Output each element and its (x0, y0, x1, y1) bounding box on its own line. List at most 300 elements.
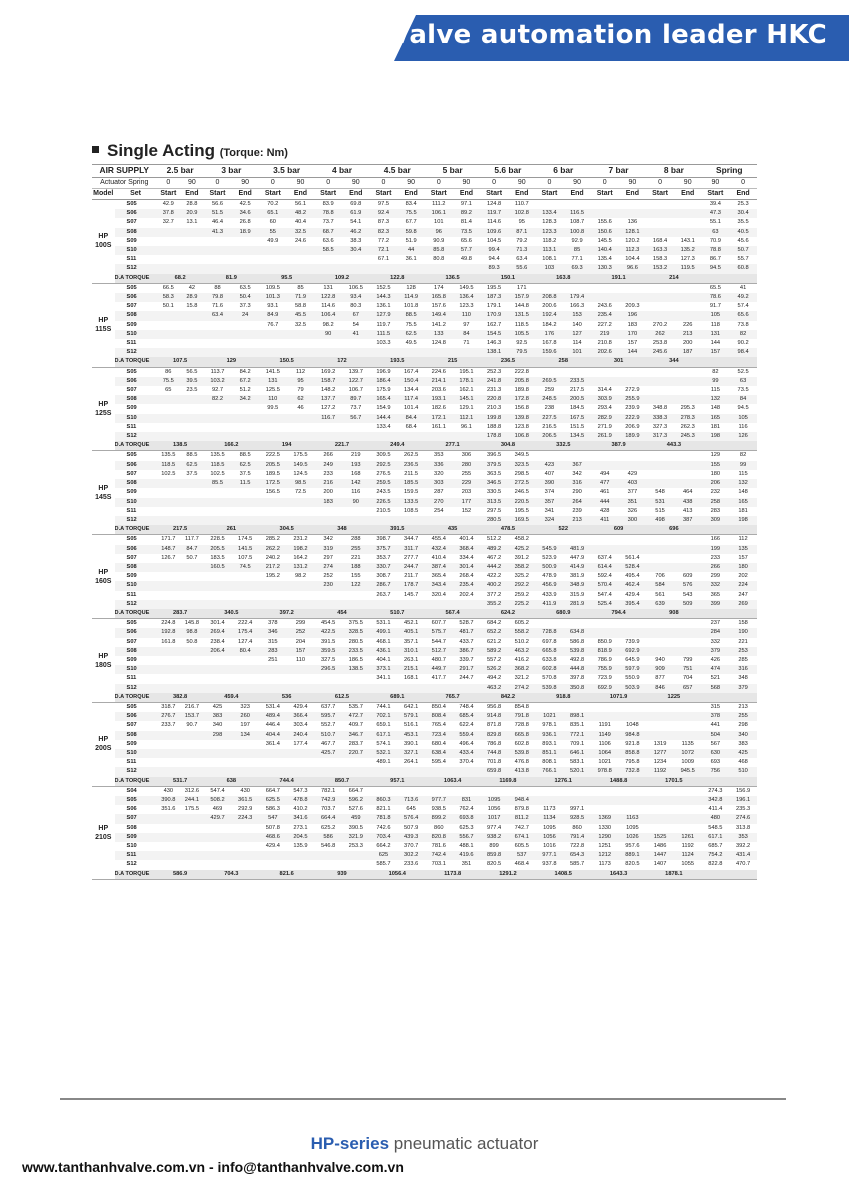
torque-cell: 249 (314, 461, 342, 470)
model-cell (92, 367, 115, 451)
torque-cell: 343.4 (425, 581, 453, 590)
torque-cell (342, 339, 370, 348)
torque-cell: 496.4 (459, 740, 474, 747)
torque-cell: 97.1 (460, 201, 472, 207)
torque-cell: 742.7 (514, 824, 529, 831)
torque-cell: 157.6 (431, 303, 446, 310)
torque-cell: 88.5 (239, 452, 251, 459)
torque-cell: 419.6 (453, 851, 481, 860)
torque-cell: 112 (295, 368, 306, 375)
torque-cell (342, 516, 370, 525)
torque-cell: 185.5 (397, 479, 425, 488)
torque-cell: 1149 (591, 731, 619, 740)
torque-cell: 224.3 (231, 814, 259, 823)
torque-cell (157, 404, 181, 413)
set-cell: S11 (126, 675, 137, 682)
torque-cell: 111.2 (432, 201, 446, 207)
torque-cell: 428 (599, 507, 610, 514)
da-torque-value: 150.1 (480, 274, 535, 284)
torque-cell: 781.8 (370, 814, 398, 823)
torque-cell (259, 581, 287, 590)
torque-cell: 113.1 (536, 246, 564, 255)
torque-cell (259, 684, 287, 693)
torque-cell (180, 814, 204, 823)
torque-cell (180, 264, 204, 273)
torque-cell: 342 (323, 536, 333, 543)
table-row (92, 395, 757, 404)
da-torque-label: D.A TORQUE (115, 693, 157, 703)
torque-cell: 510.2 (514, 638, 529, 645)
torque-cell: 748.4 (459, 703, 474, 710)
torque-cell: 937.8 (542, 861, 557, 868)
torque-cell: 311.7 (397, 545, 425, 554)
torque-cell: 468.4 (514, 861, 529, 868)
torque-cell: 254 (434, 507, 444, 514)
torque-cell: 167.8 (542, 340, 557, 347)
da-torque-value: 1169.8 (480, 777, 535, 787)
torque-cell: 431.4 (729, 851, 757, 860)
set-cell: S10 (115, 581, 157, 590)
torque-cell: 652.2 (480, 628, 508, 637)
torque-cell: 65.6 (729, 311, 757, 320)
torque-cell: 575.7 (425, 628, 453, 637)
torque-cell: 134 (231, 731, 259, 740)
torque-cell: 50.4 (231, 293, 259, 302)
torque-cell (453, 684, 481, 693)
da-torque-label: D.A TORQUE (115, 777, 157, 787)
torque-cell: 425.7 (314, 749, 342, 758)
torque-cell (231, 749, 259, 758)
torque-cell (370, 432, 398, 441)
set-cell: S12 (115, 348, 157, 357)
torque-cell: 90 (342, 498, 370, 507)
torque-cell: 55.6 (508, 264, 536, 273)
torque-cell: 197 (240, 722, 250, 729)
torque-cell: 1330 (598, 824, 612, 831)
torque-cell: 133.4 (376, 423, 391, 430)
torque-cell (157, 860, 181, 869)
start-end-label: Start (157, 189, 181, 200)
torque-cell (204, 423, 232, 432)
torque-cell (259, 851, 287, 860)
torque-cell: 528.7 (459, 620, 474, 627)
torque-cell (674, 451, 702, 461)
torque-cell: 115 (710, 387, 720, 394)
torque-cell (180, 311, 204, 320)
da-torque-value: 221.7 (314, 441, 369, 451)
torque-cell: 453.1 (397, 731, 425, 740)
torque-cell: 195.5 (486, 284, 502, 291)
torque-cell: 247 (738, 591, 748, 598)
da-torque-value: 1408.5 (536, 870, 591, 880)
torque-cell: 264 (563, 498, 591, 507)
torque-cell: 206.4 (204, 647, 232, 656)
torque-cell: 390.8 (157, 796, 181, 805)
torque-cell (231, 833, 259, 842)
torque-cell (204, 264, 232, 273)
torque-cell: 262 (646, 330, 674, 339)
table-row (92, 842, 757, 851)
torque-cell (204, 572, 232, 581)
torque-cell: 158 (738, 620, 748, 627)
set-cell: S05 (126, 284, 137, 291)
da-torque-value: 454 (314, 609, 369, 619)
torque-cell: 69.3 (563, 264, 591, 273)
torque-cell (287, 348, 315, 357)
torque-cell: 957.6 (625, 843, 640, 850)
torque-cell (314, 423, 342, 432)
torque-cell: 510 (729, 767, 757, 776)
torque-cell: 157.9 (508, 293, 536, 302)
torque-cell: 251 (268, 656, 278, 663)
table-row (92, 237, 757, 246)
torque-cell (674, 554, 702, 563)
torque-cell: 178.1 (453, 377, 481, 386)
start-end-label: Start (480, 189, 508, 200)
da-torque-label: D.A TORQUE (115, 441, 157, 451)
start-end-label: Start (370, 189, 398, 200)
da-torque-value: 391.5 (370, 525, 425, 535)
torque-cell: 334.4 (459, 554, 474, 561)
torque-cell: 65.6 (460, 237, 472, 244)
torque-cell: 243.6 (597, 303, 612, 310)
torque-cell: 118.2 (542, 237, 557, 244)
torque-cell: 276.5 (376, 470, 391, 477)
torque-cell: 118.5 (514, 321, 529, 328)
torque-cell: 116.7 (314, 414, 342, 423)
footer-contact: www.tanthanhvalve.com.vn - info@tanthanhvalve.com.vn (22, 1159, 404, 1175)
set-cell: S11 (126, 759, 137, 766)
set-cell: S12 (115, 432, 157, 441)
torque-cell: 525.4 (591, 600, 619, 609)
torque-cell: 299 (710, 573, 721, 580)
torque-cell: 125.5 (265, 387, 280, 394)
torque-cell: 78.6 (702, 293, 730, 302)
da-torque-row (92, 441, 757, 451)
torque-cell (674, 302, 702, 311)
torque-cell: 227.2 (597, 321, 612, 328)
torque-cell (646, 647, 674, 656)
torque-cell (563, 702, 591, 712)
brand-slogan: Valve automation leader HKC (390, 20, 827, 50)
torque-cell (619, 796, 647, 805)
da-torque-row (92, 870, 757, 880)
torque-cell: 157 (738, 554, 748, 561)
torque-cell: 119.7 (376, 321, 391, 328)
torque-cell: 92.5 (516, 340, 528, 347)
torque-cell: 447.9 (569, 554, 585, 561)
torque-cell: 977.4 (486, 824, 502, 831)
torque-cell (619, 377, 647, 386)
torque-cell: 377.2 (486, 591, 502, 598)
torque-cell: 829.8 (480, 731, 508, 740)
torque-cell (591, 200, 619, 210)
torque-cell (204, 767, 232, 776)
torque-cell (180, 665, 204, 674)
torque-cell: 104.5 (486, 237, 502, 244)
torque-cell: 301.4 (210, 620, 225, 627)
torque-cell: 68.4 (405, 423, 417, 430)
torque-cell: 123.3 (536, 228, 564, 237)
model-cell (92, 200, 115, 284)
torque-cell: 30.4 (729, 209, 757, 218)
torque-cell: 495.4 (625, 573, 640, 580)
torque-cell: 446.4 (265, 722, 280, 729)
torque-cell: 144 (619, 348, 647, 357)
da-torque-value: 258 (536, 357, 591, 367)
torque-cell: 84.9 (259, 311, 287, 320)
torque-cell: 303 (425, 479, 453, 488)
torque-cell: 128 (406, 284, 416, 291)
da-torque-value: 387.9 (591, 441, 646, 451)
torque-cell: 188 (342, 563, 370, 572)
torque-cell (674, 721, 702, 730)
torque-cell: 77.2 (377, 237, 389, 244)
torque-cell: 456.9 (536, 581, 564, 590)
torque-cell: 860.3 (370, 796, 398, 805)
torque-cell: 444.8 (563, 665, 591, 674)
torque-cell (370, 786, 398, 796)
da-torque-row (92, 357, 757, 367)
torque-cell (287, 581, 315, 590)
torque-cell (342, 684, 370, 693)
torque-cell: 938.2 (480, 833, 508, 842)
torque-cell: 330.5 (486, 489, 502, 496)
table-row (92, 228, 757, 237)
torque-cell (259, 749, 287, 758)
torque-cell: 93.4 (342, 293, 370, 302)
torque-cell: 301.4 (453, 563, 481, 572)
torque-cell: 240.4 (287, 731, 315, 740)
torque-cell (453, 432, 481, 441)
torque-cell: 605.2 (514, 620, 529, 627)
torque-cell (157, 255, 181, 264)
torque-cell: 156.8 (514, 405, 529, 412)
torque-cell: 1056 (487, 806, 501, 813)
torque-cell: 1134 (536, 814, 564, 823)
torque-cell: 28.9 (180, 293, 204, 302)
da-torque-value: 1488.8 (591, 777, 646, 787)
torque-cell: 315.9 (569, 591, 585, 598)
torque-cell (157, 339, 181, 348)
torque-cell (157, 572, 181, 581)
da-torque-value: 277.1 (425, 441, 480, 451)
torque-cell (536, 535, 564, 545)
torque-cell: 131 (259, 377, 287, 386)
torque-cell (204, 339, 232, 348)
torque-cell: 1277 (646, 749, 674, 758)
torque-cell: 709.1 (569, 740, 585, 747)
torque-cell: 297.5 (486, 507, 502, 514)
torque-cell (180, 833, 204, 842)
torque-cell: 63 (702, 228, 730, 237)
set-cell: S11 (126, 591, 137, 598)
torque-cell: 76.7 (267, 321, 279, 328)
model-label: Model (92, 189, 115, 200)
set-cell: S09 (126, 573, 137, 580)
torque-cell: 87.1 (508, 228, 536, 237)
torque-cell: 422.5 (314, 628, 342, 637)
set-cell: S08 (115, 395, 157, 404)
torque-cell (674, 461, 702, 470)
torque-cell (314, 264, 342, 273)
torque-cell: 353.7 (376, 554, 391, 561)
torque-cell: 205.8 (508, 377, 536, 386)
torque-cell (231, 255, 259, 264)
torque-cell (314, 255, 342, 264)
torque-cell: 978.1 (542, 722, 557, 729)
torque-cell (204, 432, 232, 441)
torque-cell: 755.9 (591, 665, 619, 674)
torque-cell: 977.1 (536, 851, 564, 860)
torque-cell (619, 367, 647, 377)
torque-cell: 262.2 (259, 545, 287, 554)
spring-angle: 0 (646, 178, 674, 189)
torque-cell: 174.5 (238, 536, 253, 543)
torque-cell: 54 (352, 321, 359, 328)
torque-cell (591, 619, 619, 629)
torque-cell: 664.7 (348, 787, 363, 794)
torque-cell (646, 377, 674, 386)
set-cell: S08 (115, 311, 157, 320)
torque-cell: 404.1 (376, 656, 391, 663)
torque-cell: 92.7 (211, 387, 224, 394)
torque-cell: 928.5 (563, 814, 591, 823)
table-row (92, 749, 757, 758)
torque-cell: 283 (259, 647, 287, 656)
torque-cell: 537 (508, 851, 536, 860)
torque-cell: 703.7 (321, 806, 336, 813)
torque-cell: 142 (342, 479, 370, 488)
torque-cell: 62.5 (397, 330, 425, 339)
torque-cell (231, 423, 259, 432)
torque-cell (591, 545, 619, 554)
torque-cell: 1192 (681, 843, 694, 850)
table-row (92, 628, 757, 637)
torque-cell (204, 851, 232, 860)
table-row (92, 209, 757, 218)
torque-cell: 348 (738, 675, 748, 682)
torque-cell (204, 740, 232, 749)
torque-cell: 835.1 (569, 722, 585, 729)
torque-cell: 195.2 (265, 573, 280, 580)
torque-cell (536, 367, 564, 377)
torque-cell: 285.2 (265, 536, 280, 543)
torque-cell (397, 264, 425, 273)
torque-cell (314, 758, 342, 767)
torque-cell (259, 432, 287, 441)
torque-cell: 58.3 (157, 293, 181, 302)
torque-cell: 78.8 (702, 246, 730, 255)
torque-cell: 98.5 (287, 479, 315, 488)
torque-cell: 292.2 (508, 581, 536, 590)
torque-cell: 181 (738, 507, 748, 514)
torque-cell: 199.8 (480, 414, 508, 423)
torque-cell: 110 (295, 656, 306, 663)
torque-cell: 133.4 (536, 209, 564, 218)
torque-cell: 62.5 (231, 461, 259, 470)
torque-cell: 213 (674, 330, 702, 339)
torque-cell: 82 (729, 330, 757, 339)
set-cell: S12 (115, 264, 157, 273)
torque-cell: 290 (572, 489, 582, 496)
torque-cell: 480.7 (431, 656, 446, 663)
section-title-text: Single Acting (107, 141, 215, 160)
table-row (92, 264, 757, 273)
torque-cell: 252.3 (486, 368, 502, 375)
da-torque-value: 567.4 (425, 609, 480, 619)
torque-cell: 233.6 (404, 861, 419, 868)
torque-cell: 539.8 (508, 749, 536, 758)
torque-cell: 210.3 (486, 405, 502, 412)
torque-cell: 101.8 (404, 303, 419, 310)
torque-cell: 11.5 (231, 479, 259, 488)
set-cell: S06 (115, 712, 157, 721)
torque-cell (563, 200, 591, 210)
footer-series: HP-series (310, 1134, 390, 1153)
torque-cell: 313.5 (480, 498, 508, 507)
da-torque-value: 332.5 (536, 441, 591, 451)
torque-cell (231, 860, 259, 869)
torque-cell: 269.5 (536, 377, 564, 386)
torque-cell (674, 545, 702, 554)
start-end-label: End (508, 189, 536, 200)
torque-cell: 94.4 (488, 256, 500, 263)
torque-cell: 756 (702, 767, 730, 776)
da-torque-value: 166.2 (204, 441, 259, 451)
torque-cell: 159.5 (404, 489, 419, 496)
torque-cell: 79.8 (204, 293, 232, 302)
torque-cell: 417.7 (431, 675, 446, 682)
torque-cell: 42 (188, 284, 196, 291)
da-torque-value (702, 274, 757, 284)
torque-cell: 361.4 (265, 740, 280, 747)
torque-cell: 316 (563, 479, 591, 488)
table-row (92, 321, 757, 330)
torque-cell: 88.5 (397, 311, 425, 320)
torque-cell: 32.5 (287, 228, 315, 237)
table-row (92, 572, 757, 581)
torque-cell: 85.5 (204, 479, 232, 488)
da-torque-label: D.A TORQUE (115, 357, 157, 367)
torque-cell (231, 488, 259, 497)
torque-cell (370, 516, 398, 525)
torque-cell: 1191 (598, 722, 611, 729)
torque-cell: 49.5 (405, 340, 417, 347)
torque-cell: 413.8 (508, 767, 536, 776)
torque-cell: 642.1 (404, 703, 419, 710)
torque-cell: 605.5 (514, 843, 529, 850)
set-cell: S05 (126, 368, 137, 375)
pressure-header-row (92, 165, 757, 178)
torque-cell: 315 (268, 638, 278, 645)
model-name-line: HP (98, 401, 109, 409)
torque-cell (397, 348, 425, 357)
torque-cell (563, 367, 591, 377)
torque-cell (646, 479, 674, 488)
torque-cell: 58.8 (294, 303, 307, 310)
torque-cell: 55.7 (737, 256, 749, 263)
torque-cell: 348.8 (652, 405, 668, 412)
torque-cell: 187 (674, 348, 702, 357)
torque-cell (157, 656, 181, 665)
spring-angle: 90 (453, 178, 481, 189)
torque-cell: 439.3 (397, 833, 425, 842)
torque-cell: 387.4 (425, 563, 453, 572)
torque-cell: 586.3 (265, 806, 280, 813)
table-row (92, 432, 757, 441)
torque-cell (204, 665, 232, 674)
